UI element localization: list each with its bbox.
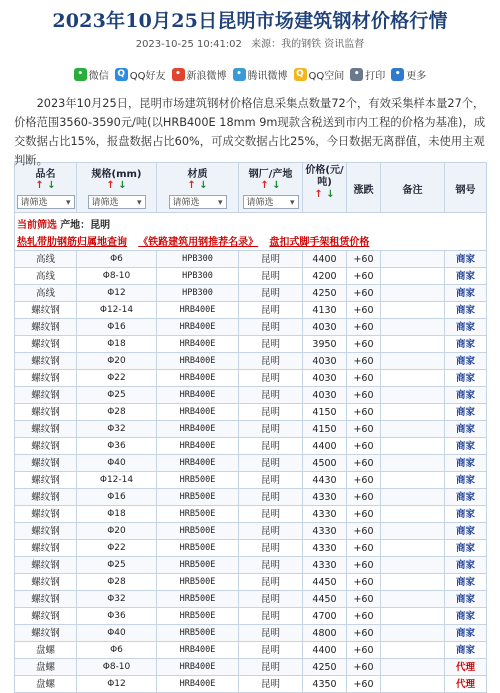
change-cell: +60	[347, 557, 381, 574]
spec-cell: Φ28	[77, 404, 157, 421]
price-cell: 4400	[303, 251, 347, 268]
remark-cell	[381, 455, 445, 472]
product-name-cell: 螺纹钢	[15, 370, 77, 387]
code-link[interactable]: 商家	[445, 472, 487, 489]
table-row	[15, 268, 487, 285]
remark-cell	[381, 370, 445, 387]
code-link[interactable]: 商家	[445, 574, 487, 591]
spec-cell: Φ12	[77, 676, 157, 693]
col-material-header: 材质 ↑ ↓ 请筛选 ▾	[157, 163, 239, 213]
product-name-cell: 螺纹钢	[15, 336, 77, 353]
spec-cell: Φ32	[77, 591, 157, 608]
change-cell: +60	[347, 353, 381, 370]
material-cell: HRB400E	[157, 404, 239, 421]
origin-cell: 昆明	[239, 472, 303, 489]
price-cell: 4030	[303, 387, 347, 404]
col-name-header: 品名 ↑ ↓ 请筛选 ▾	[15, 163, 77, 213]
share-label: 新浪微博	[186, 70, 227, 82]
code-link[interactable]: 商家	[445, 370, 487, 387]
code-link[interactable]: 商家	[445, 608, 487, 625]
table-row	[15, 251, 487, 268]
spec-cell: Φ25	[77, 387, 157, 404]
remark-cell	[381, 285, 445, 302]
name-filter-select[interactable]: 请筛选 ▾	[17, 195, 75, 209]
spec-cell: Φ8-10	[77, 659, 157, 676]
table-row	[15, 302, 487, 319]
origin-cell: 昆明	[239, 370, 303, 387]
product-name-cell: 螺纹钢	[15, 438, 77, 455]
change-cell: +60	[347, 404, 381, 421]
code-link[interactable]: 商家	[445, 455, 487, 472]
price-cell: 4800	[303, 625, 347, 642]
origin-cell: 昆明	[239, 523, 303, 540]
origin-cell: 昆明	[239, 676, 303, 693]
price-cell: 4250	[303, 659, 347, 676]
change-cell: +60	[347, 455, 381, 472]
material-cell: HRB400E	[157, 676, 239, 693]
table-row	[15, 455, 487, 472]
print-icon: •	[350, 68, 363, 81]
current-filter-label: 当前筛选	[17, 220, 57, 231]
spec-cell: Φ6	[77, 642, 157, 659]
price-cell: 4350	[303, 676, 347, 693]
spec-cell: Φ8-10	[77, 268, 157, 285]
product-name-cell: 螺纹钢	[15, 302, 77, 319]
code-link[interactable]: 商家	[445, 319, 487, 336]
change-cell: +60	[347, 489, 381, 506]
material-cell: HRB500E	[157, 608, 239, 625]
material-cell: HRB500E	[157, 523, 239, 540]
material-cell: HRB400E	[157, 455, 239, 472]
code-link[interactable]: 商家	[445, 268, 487, 285]
product-name-cell: 螺纹钢	[15, 421, 77, 438]
share-bar	[0, 66, 500, 82]
origin-cell: 昆明	[239, 659, 303, 676]
change-cell: +60	[347, 268, 381, 285]
spec-cell: Φ20	[77, 523, 157, 540]
remark-cell	[381, 251, 445, 268]
material-cell: HRB500E	[157, 506, 239, 523]
spec-cell: Φ12-14	[77, 472, 157, 489]
spec-cell: Φ16	[77, 489, 157, 506]
material-cell: HRB400E	[157, 659, 239, 676]
origin-filter-select[interactable]: 请筛选 ▾	[243, 195, 299, 209]
change-cell: +60	[347, 319, 381, 336]
remark-cell	[381, 353, 445, 370]
origin-cell: 昆明	[239, 404, 303, 421]
change-cell: +60	[347, 387, 381, 404]
current-filter-value: 产地：昆明	[60, 220, 111, 231]
product-name-cell: 螺纹钢	[15, 557, 77, 574]
material-cell: HRB500E	[157, 591, 239, 608]
table-row	[15, 540, 487, 557]
price-cell: 4400	[303, 642, 347, 659]
table-row	[15, 642, 487, 659]
col-spec-header: 规格(mm) ↑ ↓ 请筛选 ▾	[77, 163, 157, 213]
share-label: 更多	[406, 70, 427, 82]
sort-down-icon[interactable]: ↓	[326, 189, 335, 200]
link-rebar-origin[interactable]: 热轧带肋钢筋归属地查询	[17, 237, 127, 248]
material-cell: HRB400E	[157, 302, 239, 319]
share-label: QQ空间	[308, 70, 345, 82]
origin-cell: 昆明	[239, 251, 303, 268]
sort-arrows[interactable]	[157, 180, 238, 192]
code-link[interactable]: 商家	[445, 523, 487, 540]
table-row	[15, 387, 487, 404]
origin-cell: 昆明	[239, 387, 303, 404]
table-row	[15, 336, 487, 353]
material-cell: HRB400E	[157, 421, 239, 438]
change-cell: +60	[347, 523, 381, 540]
code-link[interactable]: 商家	[445, 353, 487, 370]
product-name-cell: 螺纹钢	[15, 455, 77, 472]
table-row	[15, 353, 487, 370]
share-print-button[interactable]	[350, 67, 385, 82]
sort-down-icon[interactable]: ↓	[47, 180, 56, 191]
change-cell: +60	[347, 591, 381, 608]
origin-cell: 昆明	[239, 591, 303, 608]
sort-up-icon[interactable]: ↑	[314, 189, 323, 200]
table-row	[15, 557, 487, 574]
remark-cell	[381, 489, 445, 506]
share-weibo-button[interactable]	[172, 67, 227, 82]
change-cell: +60	[347, 625, 381, 642]
material-cell: HRB400E	[157, 370, 239, 387]
table-row	[15, 676, 487, 693]
price-cell: 3950	[303, 336, 347, 353]
share-tencent-weibo-button[interactable]	[233, 67, 288, 82]
remark-cell	[381, 268, 445, 285]
code-link[interactable]: 代理	[445, 659, 487, 676]
material-cell: HRB500E	[157, 489, 239, 506]
table-row	[15, 608, 487, 625]
table-row	[15, 489, 487, 506]
product-name-cell: 高线	[15, 285, 77, 302]
share-wechat-button[interactable]	[74, 67, 109, 82]
remark-cell	[381, 302, 445, 319]
sort-up-icon[interactable]: ↑	[187, 180, 196, 191]
wechat-icon: •	[74, 68, 87, 81]
origin-cell: 昆明	[239, 506, 303, 523]
spec-cell: Φ18	[77, 336, 157, 353]
share-label: 腾讯微博	[247, 70, 288, 82]
product-name-cell: 螺纹钢	[15, 523, 77, 540]
remark-cell	[381, 591, 445, 608]
remark-cell	[381, 387, 445, 404]
code-link[interactable]: 商家	[445, 404, 487, 421]
code-link[interactable]: 商家	[445, 285, 487, 302]
origin-cell: 昆明	[239, 302, 303, 319]
link-scaffold-rental[interactable]: 盘扣式脚手架租赁价格	[269, 237, 370, 248]
remark-cell	[381, 336, 445, 353]
price-cell: 4150	[303, 404, 347, 421]
remark-cell	[381, 608, 445, 625]
spec-cell: Φ22	[77, 370, 157, 387]
material-cell: HRB500E	[157, 625, 239, 642]
product-name-cell: 螺纹钢	[15, 353, 77, 370]
product-name-cell: 螺纹钢	[15, 319, 77, 336]
spec-filter-select[interactable]: 请筛选 ▾	[88, 195, 146, 209]
sort-down-icon[interactable]: ↓	[199, 180, 208, 191]
product-name-cell: 螺纹钢	[15, 387, 77, 404]
table-row	[15, 659, 487, 676]
sort-arrows[interactable]	[77, 180, 156, 192]
more-icon: •	[391, 68, 404, 81]
product-name-cell: 螺纹钢	[15, 404, 77, 421]
code-link[interactable]: 商家	[445, 438, 487, 455]
sort-arrows[interactable]	[15, 180, 76, 192]
price-cell: 4330	[303, 557, 347, 574]
price-cell: 4200	[303, 268, 347, 285]
price-cell: 4030	[303, 319, 347, 336]
material-cell: HRB400E	[157, 438, 239, 455]
table-row	[15, 421, 487, 438]
product-name-cell: 螺纹钢	[15, 489, 77, 506]
change-cell: +60	[347, 421, 381, 438]
table-row	[15, 523, 487, 540]
code-link[interactable]: 商家	[445, 302, 487, 319]
remark-cell	[381, 421, 445, 438]
code-link[interactable]: 商家	[445, 557, 487, 574]
price-cell: 4330	[303, 506, 347, 523]
origin-cell: 昆明	[239, 268, 303, 285]
material-cell: HRB500E	[157, 557, 239, 574]
change-cell: +60	[347, 472, 381, 489]
code-link[interactable]: 代理	[445, 676, 487, 693]
product-name-cell: 盘螺	[15, 642, 77, 659]
remark-cell	[381, 319, 445, 336]
spec-cell: Φ28	[77, 574, 157, 591]
col-price-header: 价格(元/吨) ↑ ↓	[303, 163, 347, 213]
material-cell: HPB300	[157, 285, 239, 302]
table-row	[15, 404, 487, 421]
material-cell: HRB500E	[157, 472, 239, 489]
source-text: 来源：我的钢铁 资讯监督	[251, 39, 365, 50]
spec-cell: Φ36	[77, 608, 157, 625]
col-code-header: 钢号	[445, 163, 487, 213]
sort-up-icon[interactable]: ↑	[260, 180, 269, 191]
origin-cell: 昆明	[239, 336, 303, 353]
price-cell: 4030	[303, 370, 347, 387]
price-cell: 4130	[303, 302, 347, 319]
origin-cell: 昆明	[239, 540, 303, 557]
table-row	[15, 574, 487, 591]
share-label: 打印	[365, 70, 386, 82]
col-change-header: 涨跌	[347, 163, 381, 213]
product-name-cell: 螺纹钢	[15, 574, 77, 591]
page-title: 2023年10月25日昆明市场建筑钢材价格行情	[52, 10, 448, 32]
spec-cell: Φ6	[77, 251, 157, 268]
origin-cell: 昆明	[239, 574, 303, 591]
material-cell: HRB400E	[157, 319, 239, 336]
table-row	[15, 591, 487, 608]
table-header-row	[15, 163, 487, 213]
spec-cell: Φ40	[77, 625, 157, 642]
remark-cell	[381, 438, 445, 455]
spec-cell: Φ40	[77, 455, 157, 472]
material-filter-select[interactable]: 请筛选 ▾	[169, 195, 227, 209]
product-name-cell: 螺纹钢	[15, 540, 77, 557]
price-cell: 4030	[303, 353, 347, 370]
price-cell: 4330	[303, 540, 347, 557]
share-label: 微信	[88, 70, 109, 82]
origin-cell: 昆明	[239, 625, 303, 642]
table-row	[15, 319, 487, 336]
tencent-weibo-icon: •	[233, 68, 246, 81]
material-cell: HRB400E	[157, 387, 239, 404]
price-cell: 4500	[303, 455, 347, 472]
table-row	[15, 285, 487, 302]
sort-up-icon[interactable]: ↑	[35, 180, 44, 191]
qzone-icon: Q	[294, 68, 307, 81]
product-name-cell: 高线	[15, 268, 77, 285]
code-link[interactable]: 商家	[445, 540, 487, 557]
origin-cell: 昆明	[239, 608, 303, 625]
col-origin-header: 钢厂/产地 ↑ ↓ 请筛选 ▾	[239, 163, 303, 213]
remark-cell	[381, 523, 445, 540]
spec-cell: Φ22	[77, 540, 157, 557]
spec-cell: Φ32	[77, 421, 157, 438]
material-cell: HRB400E	[157, 642, 239, 659]
share-more-button[interactable]	[391, 67, 426, 82]
table-row	[15, 625, 487, 642]
price-cell: 4430	[303, 472, 347, 489]
price-table	[14, 162, 487, 693]
link-railway-steel[interactable]: 《铁路建筑用钢推荐名录》	[138, 237, 259, 248]
origin-cell: 昆明	[239, 489, 303, 506]
code-link[interactable]: 商家	[445, 421, 487, 438]
code-link[interactable]: 商家	[445, 506, 487, 523]
product-name-cell: 盘螺	[15, 659, 77, 676]
change-cell: +60	[347, 302, 381, 319]
change-cell: +60	[347, 642, 381, 659]
share-label: QQ好友	[129, 70, 166, 82]
origin-cell: 昆明	[239, 455, 303, 472]
code-link[interactable]: 商家	[445, 251, 487, 268]
table-row	[15, 506, 487, 523]
share-qq-button[interactable]	[115, 67, 166, 82]
change-cell: +60	[347, 506, 381, 523]
price-cell: 4150	[303, 421, 347, 438]
spec-cell: Φ12-14	[77, 302, 157, 319]
intro-paragraph: 2023年10月25日，昆明市场建筑钢材价格信息采集点数量72个，有效采集样本量27个，价格范围3560-3590元/吨(以HRB400E 18mm 9m现款含税送到市内工程的价格为基准)，成交数据占比15%，报盘数据占比60%，可成交数据占比25%，今日数据无离群值，未使用主观判断。	[14, 97, 486, 167]
price-cell: 4400	[303, 438, 347, 455]
price-cell: 4450	[303, 591, 347, 608]
sort-down-icon[interactable]: ↓	[118, 180, 127, 191]
change-cell: +60	[347, 608, 381, 625]
product-name-cell: 盘螺	[15, 676, 77, 693]
remark-cell	[381, 404, 445, 421]
spec-cell: Φ20	[77, 353, 157, 370]
remark-cell	[381, 625, 445, 642]
weibo-icon: •	[172, 68, 185, 81]
code-link[interactable]: 商家	[445, 591, 487, 608]
change-cell: +60	[347, 251, 381, 268]
origin-cell: 昆明	[239, 353, 303, 370]
related-links-row	[15, 232, 487, 251]
change-cell: +60	[347, 676, 381, 693]
origin-cell: 昆明	[239, 557, 303, 574]
table-row	[15, 472, 487, 489]
material-cell: HRB400E	[157, 336, 239, 353]
code-link[interactable]: 商家	[445, 625, 487, 642]
sort-arrows[interactable]	[239, 180, 302, 192]
table-row	[15, 438, 487, 455]
code-link[interactable]: 商家	[445, 642, 487, 659]
remark-cell	[381, 472, 445, 489]
spec-cell: Φ16	[77, 319, 157, 336]
product-name-cell: 螺纹钢	[15, 608, 77, 625]
sort-down-icon[interactable]: ↓	[272, 180, 281, 191]
change-cell: +60	[347, 285, 381, 302]
product-name-cell: 螺纹钢	[15, 506, 77, 523]
remark-cell	[381, 540, 445, 557]
change-cell: +60	[347, 574, 381, 591]
table-row	[15, 370, 487, 387]
change-cell: +60	[347, 336, 381, 353]
remark-cell	[381, 642, 445, 659]
sort-arrows[interactable]	[303, 189, 346, 201]
price-cell: 4450	[303, 574, 347, 591]
remark-cell	[381, 676, 445, 693]
current-filter-row	[15, 213, 487, 233]
price-cell: 4700	[303, 608, 347, 625]
product-name-cell: 螺纹钢	[15, 625, 77, 642]
price-cell: 4330	[303, 489, 347, 506]
change-cell: +60	[347, 370, 381, 387]
origin-cell: 昆明	[239, 421, 303, 438]
change-cell: +60	[347, 659, 381, 676]
remark-cell	[381, 574, 445, 591]
material-cell: HRB500E	[157, 574, 239, 591]
origin-cell: 昆明	[239, 642, 303, 659]
product-name-cell: 高线	[15, 251, 77, 268]
product-name-cell: 螺纹钢	[15, 591, 77, 608]
spec-cell: Φ12	[77, 285, 157, 302]
change-cell: +60	[347, 540, 381, 557]
origin-cell: 昆明	[239, 319, 303, 336]
remark-cell	[381, 659, 445, 676]
share-qzone-button[interactable]	[294, 67, 345, 82]
remark-cell	[381, 506, 445, 523]
origin-cell: 昆明	[239, 285, 303, 302]
price-cell: 4330	[303, 523, 347, 540]
code-link[interactable]: 商家	[445, 489, 487, 506]
material-cell: HPB300	[157, 251, 239, 268]
article-meta	[0, 38, 500, 52]
col-remark-header: 备注	[381, 163, 445, 213]
origin-cell: 昆明	[239, 438, 303, 455]
material-cell: HRB500E	[157, 540, 239, 557]
spec-cell: Φ25	[77, 557, 157, 574]
qq-icon: Q	[115, 68, 128, 81]
material-cell: HPB300	[157, 268, 239, 285]
material-cell: HRB400E	[157, 353, 239, 370]
code-link[interactable]: 商家	[445, 387, 487, 404]
change-cell: +60	[347, 438, 381, 455]
sort-up-icon[interactable]: ↑	[106, 180, 115, 191]
product-name-cell: 螺纹钢	[15, 472, 77, 489]
code-link[interactable]: 商家	[445, 336, 487, 353]
publish-date: 2023-10-25 10:41:02	[135, 39, 242, 50]
spec-cell: Φ36	[77, 438, 157, 455]
remark-cell	[381, 557, 445, 574]
spec-cell: Φ18	[77, 506, 157, 523]
price-cell: 4250	[303, 285, 347, 302]
